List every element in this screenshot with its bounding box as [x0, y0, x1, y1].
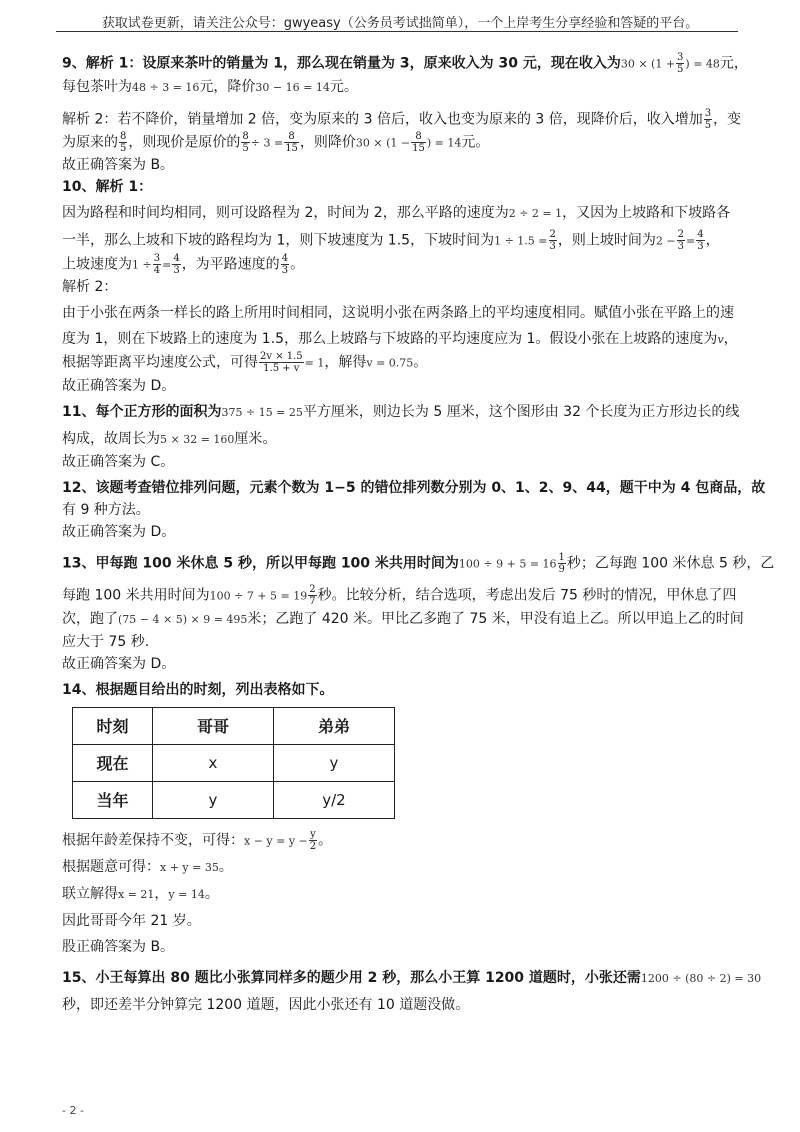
q15-line-2: 秒，即还差半分钟算完 1200 道题，因此小张还有 10 道题没做。 — [62, 997, 470, 1013]
q14-title: 14、根据题目给出的时刻，列出表格如下。 — [62, 681, 334, 698]
q9-line-3: 解析 2：若不降价，销量增加 2 倍，变为原来的 3 倍后，收入也变为原来的 3 倍，现降价后，收入增加 $\frac{3}{5}$ ，变 — [62, 107, 742, 131]
q13-line-2: 每跑 100 米共用时间为100 ÷ 7 + 5 = 19 $\frac{2}{7}$ 秒。比较分析，结合选项，考虑出发后 75 秒时的情况，甲休息了四 — [62, 584, 737, 607]
q14-line-4: 因此哥哥今年 21 岁。 — [62, 913, 201, 929]
q10-line-4: 由于小张在两条一样长的路上所用时间相同，这说明小张在两条路上的平均速度相同。赋值小张在平路上的速 — [62, 305, 734, 321]
q10-line-6: 根据等距离平均速度公式，可得 $\frac{2v \times 1.5}{1.5 + v}$ = 1，解得v = 0.75。 — [62, 351, 428, 374]
q15-line-1: 15、小王每算出 80 题比小张算同样多的题少用 2 秒，那么小王算 1200 道题时，小张还需1200 ÷ (80 ÷ 2) = 30 — [62, 970, 762, 986]
q14-line-3: 联立解得x = 21，y = 14。 — [62, 886, 219, 902]
table-cell: y — [153, 781, 274, 818]
q10-line-3: 上坡速度为1 ÷ $\frac{3}{4}$ = $\frac{4}{3}$ ，为平路速度的 $\frac{4}{3}$ 。 — [62, 252, 305, 276]
q10-sub2: 解析 2： — [62, 279, 118, 295]
q14-line-2: 根据题意可得：x + y = 35。 — [62, 859, 233, 875]
q9-line-1: 9、解析 1：设原来茶叶的销量为 1，那么现在销量为 3，原来收入为 30 元，现在收入为30 × (1 + $\frac{3}{5}$ ) = 48元， — [62, 52, 748, 75]
age-table — [72, 707, 395, 819]
table-cell: y/2 — [274, 781, 395, 818]
table-header-cell: 时刻 — [73, 707, 153, 744]
table-cell: y — [274, 744, 395, 781]
q10-title: 10、解析 1： — [62, 179, 153, 195]
page-header: 获取试卷更新，请关注公众号：gwyeasy（公务员考试拙简单），一个上岸考生分享经验和答疑的平台。 — [101, 16, 699, 31]
q13-line-4: 应大于 75 秒. — [62, 633, 150, 650]
q12-answer: 故正确答案为 D。 — [62, 523, 176, 540]
header-rule — [56, 31, 738, 32]
table-cell: 现在 — [73, 744, 153, 781]
q10-line-5: 度为 1，则在下坡路上的速度为 1.5，那么上坡路与下坡路的平均速度应为 1。假设小张在上坡路的速度为v， — [62, 331, 738, 347]
q12-line-1: 12、该题考查错位排列问题，元素个数为 1−5 的错位排列数分别为 0、1、2、9、44，题干中为 4 包商品，故 — [62, 479, 766, 496]
q9-line-2: 每包茶叶为48 ÷ 3 = 16元，降价30 − 16 = 14元。 — [62, 78, 358, 95]
q14-line-1: 根据年龄差保持不变，可得：x − y = y − $\frac{y}{2}$ 。 — [62, 828, 333, 852]
document-body — [62, 52, 775, 1016]
q13-line-3: 次，跑了(75 − 4 × 5) × 9 = 495米；乙跑了 420 米。甲比乙多跑了 75 米，甲没有追上乙。所以甲追上乙的时间 — [62, 610, 744, 627]
q11-line-1: 11、每个正方形的面积为375 ÷ 15 = 25平方厘米，则边长为 5 厘米，这个图形由 32 个长度为正方形边长的线 — [62, 403, 740, 420]
table-header-row — [73, 707, 395, 744]
page-number: - 2 - — [62, 1104, 84, 1117]
q10-line-2: 一半，那么上坡和下坡的路程均为 1，则下坡速度为 1.5，下坡时间为1 ÷ 1.5 = $\frac{2}{3}$ ，则上坡时间为2 − $\frac{2}{3}$ = $\frac{4}{3}$ ， — [62, 229, 720, 252]
q9-line-4: 为原来的 $\frac{8}{5}$ ，则现价是原价的 $\frac{8}{5}$ ÷ 3 = $\frac{8}{15}$ ，则降价30 × (1 − $\frac{8}{15}$ ) = 14元。 — [62, 130, 490, 154]
table-header-cell: 哥哥 — [153, 707, 274, 744]
table-row — [73, 744, 395, 781]
q13-line-1: 13、甲每跑 100 米休息 5 秒，所以甲每跑 100 米共用时间为100 ÷ 9 + 5 = 16 $\frac{1}{9}$ 秒；乙每跑 100 米休息 5 秒，乙 — [62, 551, 775, 575]
fraction: $\frac{3}{5}$ — [677, 52, 684, 75]
q11-answer: 故正确答案为 C。 — [62, 453, 175, 470]
q13-answer: 故正确答案为 D。 — [62, 655, 176, 672]
q9-answer: 故正确答案为 B。 — [62, 157, 175, 173]
q12-line-2: 有 9 种方法。 — [62, 501, 150, 518]
q10-answer: 故正确答案为 D。 — [62, 377, 176, 394]
q11-line-2: 构成，故周长为5 × 32 = 160厘米。 — [62, 430, 277, 447]
table-row — [73, 781, 395, 818]
table-cell: x — [153, 744, 274, 781]
table-header-cell: 弟弟 — [274, 707, 395, 744]
table-cell: 当年 — [73, 781, 153, 818]
q14-answer: 股正确答案为 B。 — [62, 939, 175, 955]
q10-line-1: 因为路程和时间均相同，则可设路程为 2，时间为 2，那么平路的速度为2 ÷ 2 = 1，又因为上坡路和下坡路各 — [62, 205, 731, 221]
